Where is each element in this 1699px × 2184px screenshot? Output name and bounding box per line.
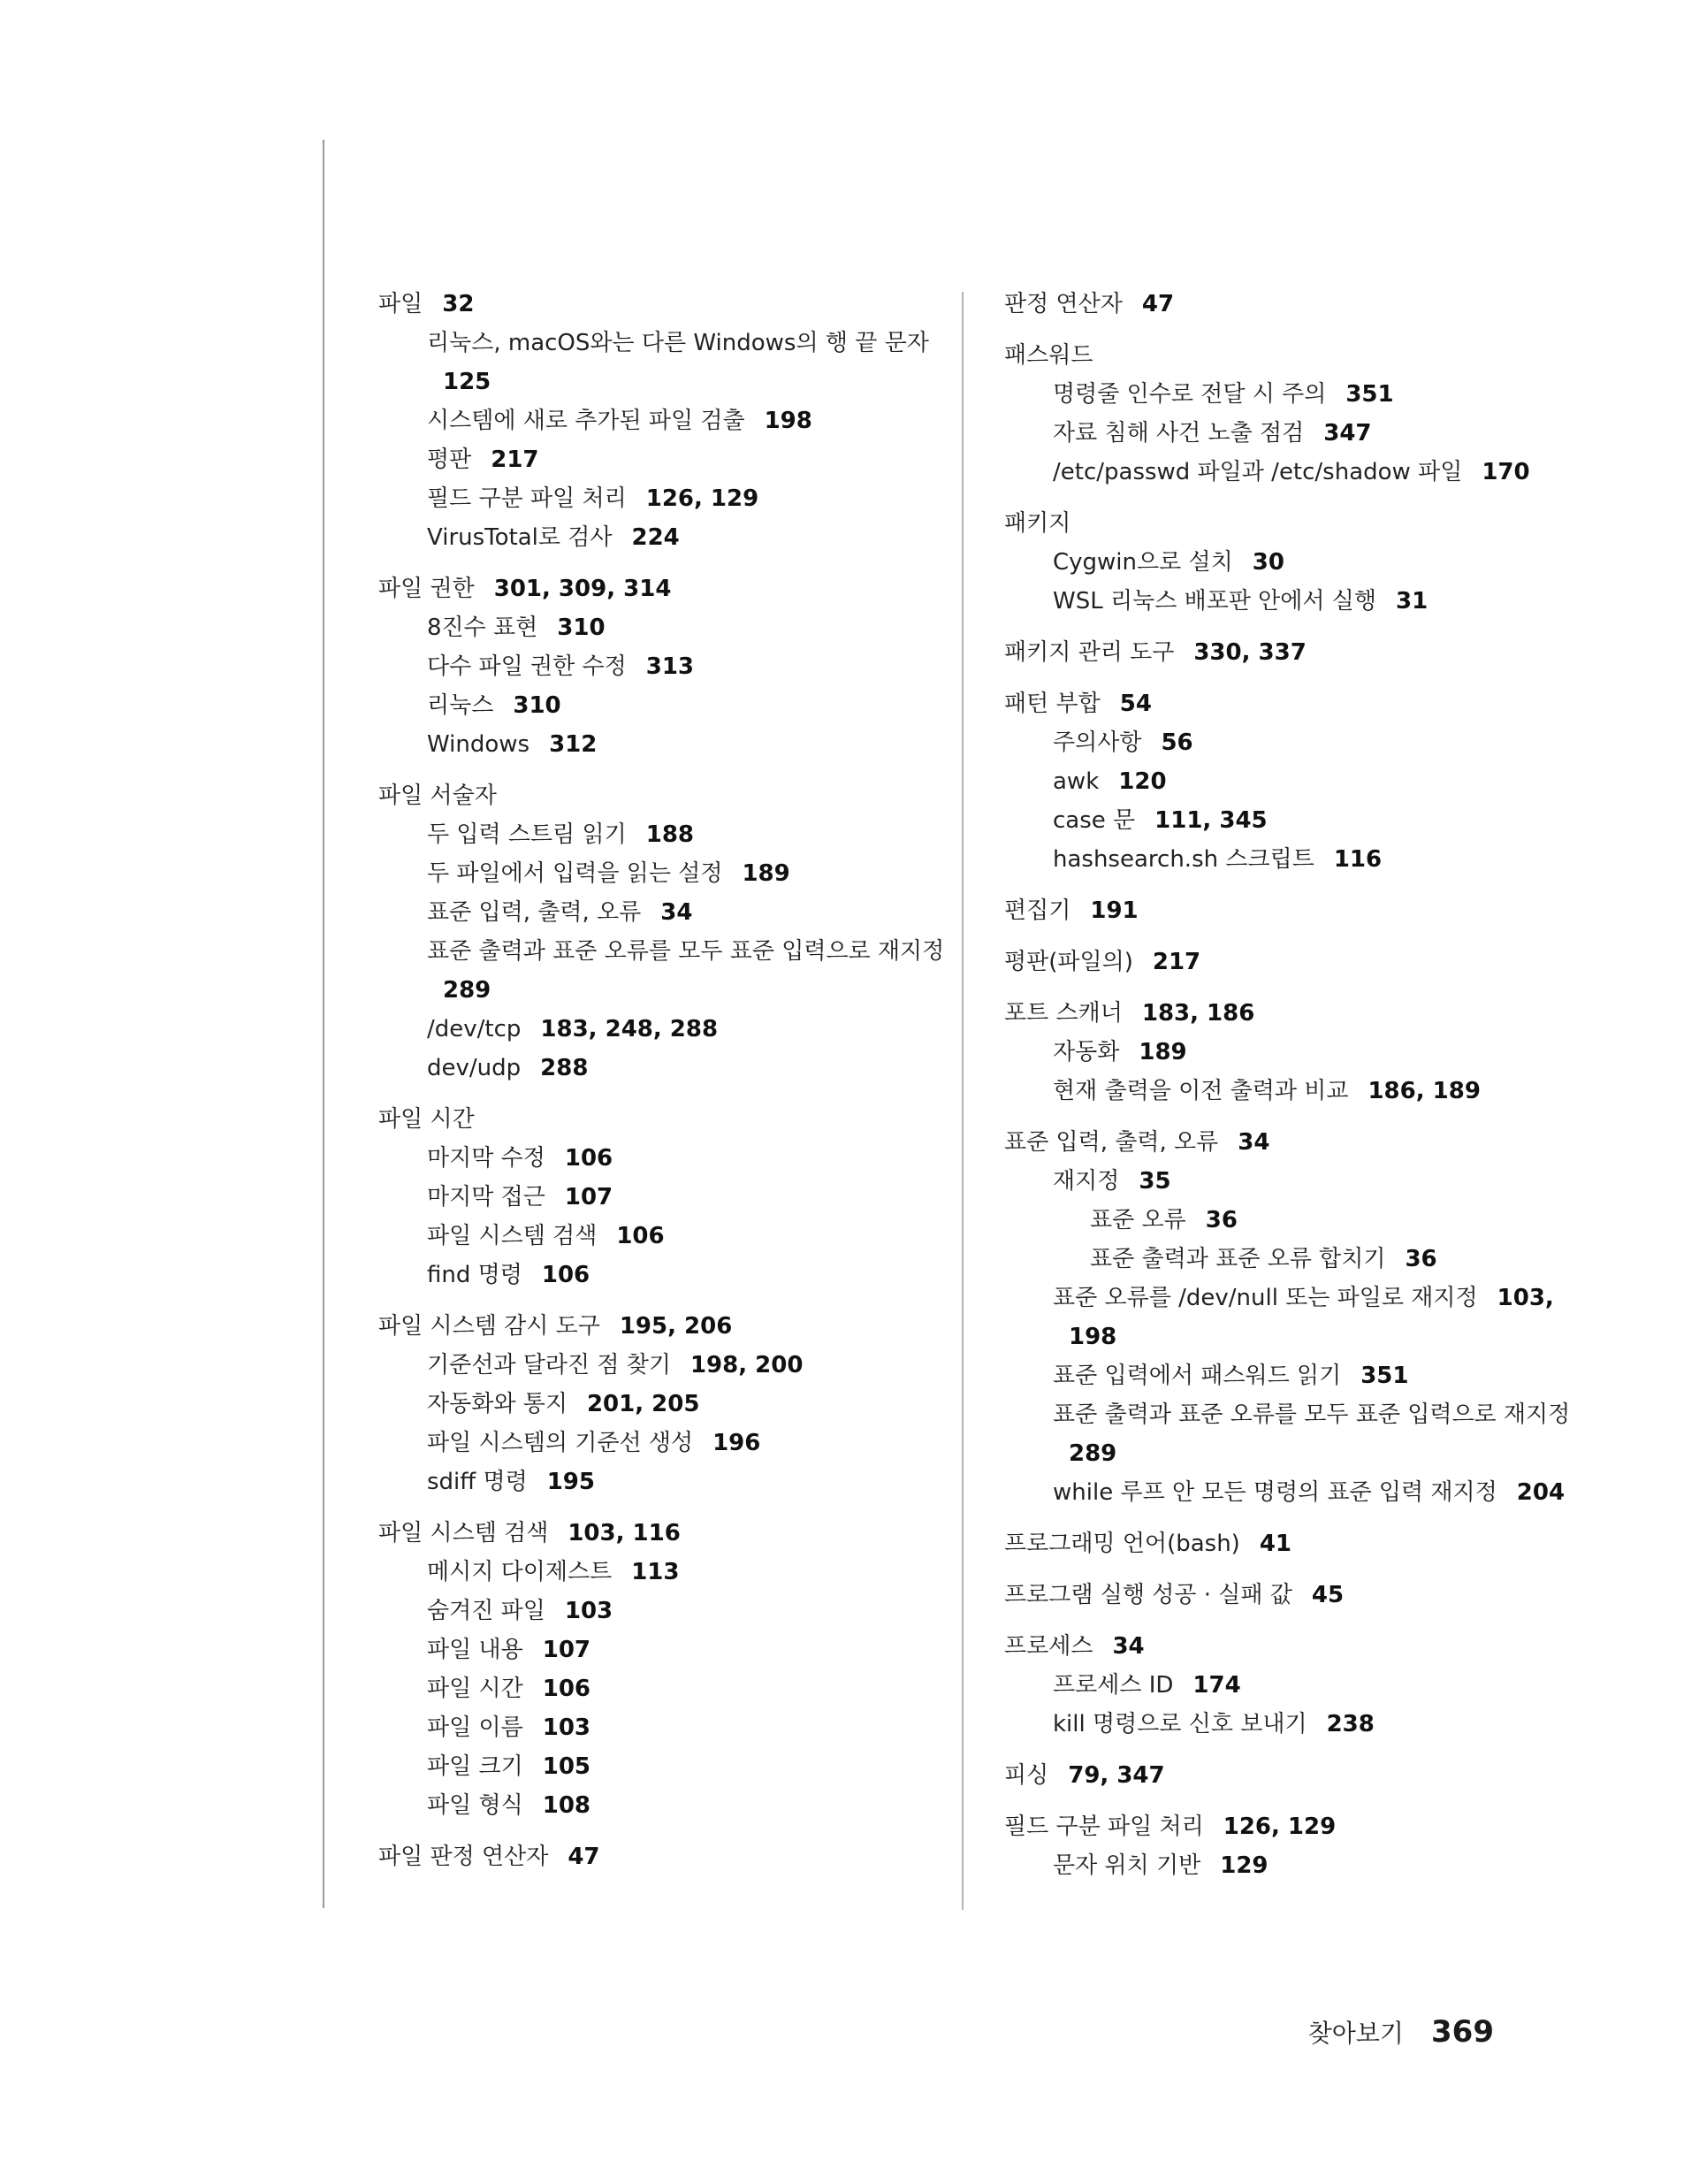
index-subsubentry — [1004, 1240, 1588, 1279]
page-refs: 116 — [1333, 846, 1383, 873]
index-subentry — [1004, 582, 1588, 621]
index-term: 기준선과 달라진 점 찾기 — [427, 1352, 671, 1378]
index-subentry — [378, 1462, 926, 1501]
index-term: 마지막 수정 — [427, 1145, 545, 1172]
page-refs: 217 — [1152, 949, 1201, 975]
index-subentry — [1004, 375, 1588, 414]
index-subentry — [1004, 1846, 1588, 1885]
index-entry — [1004, 684, 1588, 879]
index-subentry — [378, 479, 926, 518]
index-subentry — [1004, 1072, 1588, 1111]
page-refs: 103 — [542, 1714, 591, 1741]
index-entry — [378, 1837, 926, 1876]
page-refs: 198, 200 — [690, 1352, 804, 1378]
index-term: VirusTotal로 검사 — [427, 524, 613, 551]
page-refs: 47 — [568, 1844, 600, 1870]
index-subentry — [1004, 543, 1588, 582]
index-term: 문자 위치 기반 — [1053, 1852, 1201, 1879]
page-refs: 195, 206 — [619, 1313, 733, 1340]
page-refs: 103 — [564, 1598, 613, 1624]
index-term: 피싱 — [1004, 1762, 1049, 1789]
page-refs: 170 — [1482, 459, 1530, 485]
index-main-line — [378, 776, 926, 815]
page-refs-continuation — [378, 971, 926, 1010]
index-term: 파일 이름 — [427, 1714, 523, 1741]
index-term: 프로그래밍 언어(bash) — [1004, 1531, 1240, 1557]
index-subentry — [1004, 723, 1588, 762]
index-term: 표준 출력과 표준 오류를 모두 표준 입력으로 재지정 — [1053, 1401, 1571, 1428]
page-refs: 41 — [1259, 1531, 1292, 1557]
index-term: 다수 파일 권한 수정 — [427, 653, 627, 680]
index-term: 현재 출력을 이전 출력과 비교 — [1053, 1078, 1349, 1104]
page-refs: 113 — [631, 1559, 680, 1585]
page-refs: 103, — [1497, 1285, 1554, 1311]
page-refs: 126, 129 — [1223, 1814, 1337, 1840]
index-subentry — [378, 1786, 926, 1825]
page-refs: 174 — [1192, 1672, 1241, 1699]
index-term: /etc/passwd 파일과 /etc/shadow 파일 — [1053, 459, 1463, 485]
index-term: awk — [1053, 768, 1100, 795]
index-subentry — [378, 854, 926, 893]
index-subentry — [378, 1346, 926, 1385]
index-term: 파일 시스템 검색 — [378, 1520, 549, 1546]
index-subentry — [1004, 1705, 1588, 1744]
page-refs: 120 — [1118, 768, 1167, 795]
page-footer — [1308, 2014, 1494, 2050]
page-refs: 106 — [564, 1145, 613, 1172]
index-term: 자동화와 통지 — [427, 1391, 568, 1417]
page-refs: 198 — [1069, 1324, 1117, 1350]
page-refs-continuation — [1004, 1434, 1588, 1473]
page-refs: 289 — [1069, 1440, 1117, 1467]
index-main-line — [378, 285, 926, 324]
footer-section-label: 찾아보기 — [1307, 2019, 1404, 2048]
index-entry — [1004, 943, 1588, 981]
index-term: 8진수 표현 — [427, 615, 538, 641]
page-refs: 201, 205 — [586, 1391, 700, 1417]
index-term: 패키지 관리 도구 — [1004, 639, 1175, 666]
index-subentry — [1004, 1162, 1588, 1201]
index-subentry — [378, 1139, 926, 1178]
page-refs: 224 — [631, 524, 680, 551]
index-subentry — [378, 1256, 926, 1294]
page-refs: 45 — [1311, 1582, 1345, 1608]
index-main-line — [378, 1514, 926, 1553]
index-entry — [1004, 1807, 1588, 1885]
index-subentry — [378, 1630, 926, 1669]
page-refs: 111, 345 — [1154, 807, 1268, 834]
index-subentry — [1004, 1356, 1588, 1395]
page-refs: 108 — [542, 1792, 591, 1819]
index-term: 파일 시스템 감시 도구 — [378, 1313, 600, 1340]
index-main-line — [1004, 1627, 1588, 1666]
index-main-line — [1004, 1807, 1588, 1846]
index-entry — [1004, 994, 1588, 1111]
index-subentry — [378, 608, 926, 647]
index-term: 두 파일에서 입력을 읽는 설정 — [427, 860, 723, 887]
index-term: 명령줄 인수로 전달 시 주의 — [1053, 381, 1327, 408]
index-main-line — [378, 569, 926, 608]
index-main-line — [1004, 994, 1588, 1033]
index-entry — [378, 285, 929, 557]
index-term: 재지정 — [1053, 1168, 1120, 1195]
page-refs: 126, 129 — [645, 485, 759, 512]
page-refs: 313 — [645, 653, 695, 680]
index-term: 숨겨진 파일 — [427, 1598, 545, 1624]
index-subentry — [1004, 1395, 1588, 1434]
index-term: 평판 — [427, 447, 472, 473]
index-main-line — [378, 1837, 926, 1876]
page-refs: 195 — [546, 1469, 595, 1495]
page-refs: 47 — [1141, 291, 1175, 317]
page-refs: 129 — [1220, 1852, 1269, 1879]
index-subentry — [378, 440, 926, 479]
index-term: 판정 연산자 — [1004, 291, 1123, 317]
index-term: 파일 서술자 — [378, 783, 497, 809]
page-refs: 351 — [1345, 381, 1394, 408]
index-term: while 루프 안 모든 명령의 표준 입력 재지정 — [1053, 1479, 1497, 1506]
index-subentry — [378, 324, 929, 363]
index-term: 자료 침해 사건 노출 점검 — [1053, 420, 1305, 447]
index-main-line — [1004, 1524, 1588, 1563]
index-term: 표준 출력과 표준 오류 합치기 — [1090, 1246, 1386, 1272]
index-entry — [1004, 633, 1588, 672]
index-subentry — [378, 1385, 926, 1424]
index-entry — [1004, 1123, 1588, 1512]
index-subentry — [378, 1747, 926, 1786]
index-term: 파일 판정 연산자 — [378, 1844, 549, 1870]
index-main-line — [378, 1100, 926, 1139]
page-refs: 34 — [660, 899, 693, 926]
page-refs: 125 — [443, 369, 491, 395]
index-subentry — [378, 1592, 926, 1630]
page-refs: 34 — [1238, 1129, 1270, 1156]
index-subentry — [378, 401, 926, 440]
page-refs: 183, 248, 288 — [540, 1016, 719, 1042]
page-refs: 351 — [1360, 1363, 1409, 1389]
index-term: 파일 권한 — [378, 576, 475, 602]
index-main-line — [378, 1307, 926, 1346]
page-refs: 30 — [1252, 549, 1284, 576]
index-main-line — [1004, 504, 1588, 543]
index-subentry — [1004, 840, 1588, 879]
page-refs: 288 — [540, 1055, 589, 1081]
index-term: 마지막 접근 — [427, 1184, 545, 1210]
page-refs: 191 — [1090, 897, 1139, 924]
page-refs: 36 — [1405, 1246, 1437, 1272]
page-refs: 198 — [764, 408, 812, 434]
index-main-line — [1004, 1756, 1588, 1795]
index-term: 시스템에 새로 추가된 파일 검출 — [427, 408, 745, 434]
index-entry — [1004, 891, 1588, 930]
page-refs: 196 — [712, 1430, 761, 1456]
page-refs: 34 — [1112, 1633, 1145, 1660]
page-refs: 310 — [513, 692, 561, 719]
page-refs: 106 — [542, 1676, 591, 1702]
index-main-line — [1004, 633, 1588, 672]
index-subentry — [378, 1217, 926, 1256]
index-subentry — [378, 518, 926, 557]
page-refs: 347 — [1323, 420, 1372, 447]
column-divider — [962, 292, 964, 1910]
index-term: 프로세스 — [1004, 1633, 1093, 1660]
page-refs: 217 — [491, 447, 539, 473]
index-subentry — [1004, 801, 1588, 840]
page-refs: 289 — [443, 977, 491, 1004]
index-subentry — [1004, 1666, 1588, 1705]
index-term: 패키지 — [1004, 510, 1071, 537]
index-term: find 명령 — [427, 1262, 522, 1288]
index-subentry — [1004, 762, 1588, 801]
index-subentry — [1004, 414, 1588, 453]
index-subentry — [1004, 453, 1588, 492]
index-term: 파일 — [378, 291, 423, 317]
index-term: 메시지 다이제스트 — [427, 1559, 613, 1585]
page-refs: 186, 189 — [1368, 1078, 1481, 1104]
index-main-line — [1004, 1576, 1588, 1615]
index-entry — [1004, 504, 1588, 621]
index-term: hashsearch.sh 스크립트 — [1053, 846, 1314, 873]
index-term: 포트 스캐너 — [1004, 1000, 1123, 1027]
index-entry — [378, 1100, 926, 1294]
page-refs: 301, 309, 314 — [493, 576, 672, 602]
index-entry — [1004, 285, 1588, 324]
index-subsubentry — [1004, 1201, 1588, 1240]
index-term: 파일 크기 — [427, 1753, 523, 1780]
index-term: kill 명령으로 신호 보내기 — [1053, 1711, 1307, 1737]
page-refs-continuation — [378, 363, 926, 401]
index-term: 파일 시간 — [427, 1676, 523, 1702]
index-term: 파일 형식 — [427, 1792, 523, 1819]
index-term: case 문 — [1053, 807, 1136, 834]
index-term: 표준 입력에서 패스워드 읽기 — [1053, 1363, 1342, 1389]
index-term: 자동화 — [1053, 1039, 1120, 1065]
index-main-line — [1004, 891, 1588, 930]
page-refs: 36 — [1205, 1207, 1238, 1233]
index-main-line — [1004, 943, 1588, 981]
index-term: sdiff 명령 — [427, 1469, 528, 1495]
page-refs: 79, 347 — [1068, 1762, 1165, 1789]
index-subentry — [1004, 1033, 1588, 1072]
index-entry — [378, 1514, 926, 1825]
page-refs: 106 — [541, 1262, 590, 1288]
index-term: 프로그램 실행 성공 · 실패 값 — [1004, 1582, 1292, 1608]
page-refs: 103, 116 — [568, 1520, 681, 1546]
page-refs: 183, 186 — [1141, 1000, 1255, 1027]
index-subentry — [378, 1178, 926, 1217]
index-term: 표준 입력, 출력, 오류 — [1004, 1129, 1219, 1156]
index-term: 필드 구분 파일 처리 — [1004, 1814, 1204, 1840]
page-number: 369 — [1431, 2014, 1494, 2050]
index-term: 평판(파일의) — [1004, 949, 1133, 975]
page-refs: 35 — [1139, 1168, 1171, 1195]
index-subentry — [378, 1010, 926, 1049]
index-subentry — [1004, 1473, 1588, 1512]
page-refs: 107 — [542, 1637, 591, 1663]
page-refs: 310 — [557, 615, 606, 641]
index-term: Cygwin으로 설치 — [1053, 549, 1233, 576]
index-term: 표준 출력과 표준 오류를 모두 표준 입력으로 재지정 — [427, 938, 945, 965]
index-term: Windows — [427, 731, 530, 758]
page-refs: 312 — [549, 731, 598, 758]
index-term: 파일 시스템의 기준선 생성 — [427, 1430, 694, 1456]
index-term: 편집기 — [1004, 897, 1071, 924]
index-subentry — [378, 815, 926, 854]
index-term: 필드 구분 파일 처리 — [427, 485, 627, 512]
page-refs: 204 — [1516, 1479, 1566, 1506]
index-term: dev/udp — [427, 1055, 522, 1081]
index-term: 파일 시스템 검색 — [427, 1223, 598, 1249]
index-term: 파일 시간 — [378, 1106, 475, 1133]
index-main-line — [1004, 684, 1588, 723]
page-margin-rule — [323, 140, 324, 1908]
index-subentry — [1004, 1279, 1588, 1317]
index-subentry — [378, 1669, 926, 1708]
page-refs: 238 — [1326, 1711, 1375, 1737]
page-refs-continuation — [1004, 1317, 1588, 1356]
index-entry — [1004, 1756, 1588, 1795]
page-refs: 106 — [616, 1223, 665, 1249]
index-left-column — [378, 285, 945, 1889]
page-refs: 32 — [442, 291, 475, 317]
page-refs: 330, 337 — [1193, 639, 1307, 666]
index-entry — [1004, 336, 1588, 492]
index-main-line — [1004, 336, 1588, 375]
index-entry — [1004, 1576, 1588, 1615]
index-term: 패턴 부합 — [1004, 691, 1101, 717]
index-subentry — [378, 932, 945, 971]
index-main-line — [1004, 1123, 1588, 1162]
page-refs: 107 — [564, 1184, 613, 1210]
index-subentry — [378, 1424, 926, 1462]
index-entry — [1004, 1524, 1588, 1563]
index-term: WSL 리눅스 배포판 안에서 실행 — [1053, 588, 1377, 615]
index-entry — [378, 776, 945, 1088]
index-main-line — [1004, 285, 1588, 324]
index-subentry — [378, 725, 926, 764]
page-refs: 105 — [542, 1753, 591, 1780]
index-subentry — [378, 647, 926, 686]
index-term: 주의사항 — [1053, 729, 1142, 756]
page-refs: 189 — [1139, 1039, 1187, 1065]
index-subentry — [378, 893, 926, 932]
index-term: 두 입력 스트림 읽기 — [427, 821, 627, 848]
page-refs: 54 — [1119, 691, 1152, 717]
index-entry — [378, 569, 926, 764]
index-subentry — [378, 1553, 926, 1592]
index-subentry — [378, 686, 926, 725]
index-entry — [1004, 1627, 1588, 1744]
page-refs: 56 — [1161, 729, 1193, 756]
index-subentry — [378, 1049, 926, 1088]
index-term: 표준 입력, 출력, 오류 — [427, 899, 642, 926]
index-term: 리눅스 — [427, 692, 494, 719]
index-term: /dev/tcp — [427, 1016, 522, 1042]
index-term: 패스워드 — [1004, 342, 1093, 369]
page-refs: 31 — [1396, 588, 1429, 615]
index-subentry — [378, 1708, 926, 1747]
index-right-column — [1004, 285, 1588, 1898]
index-term: 표준 오류 — [1090, 1207, 1186, 1233]
page-refs: 188 — [645, 821, 695, 848]
index-term: 리눅스, macOS와는 다른 Windows의 행 끝 문자 — [427, 330, 929, 356]
index-entry — [378, 1307, 926, 1501]
index-term: 표준 오류를 /dev/null 또는 파일로 재지정 — [1053, 1285, 1478, 1311]
page-refs: 189 — [742, 860, 790, 887]
index-term: 프로세스 ID — [1053, 1672, 1174, 1699]
index-term: 파일 내용 — [427, 1637, 523, 1663]
